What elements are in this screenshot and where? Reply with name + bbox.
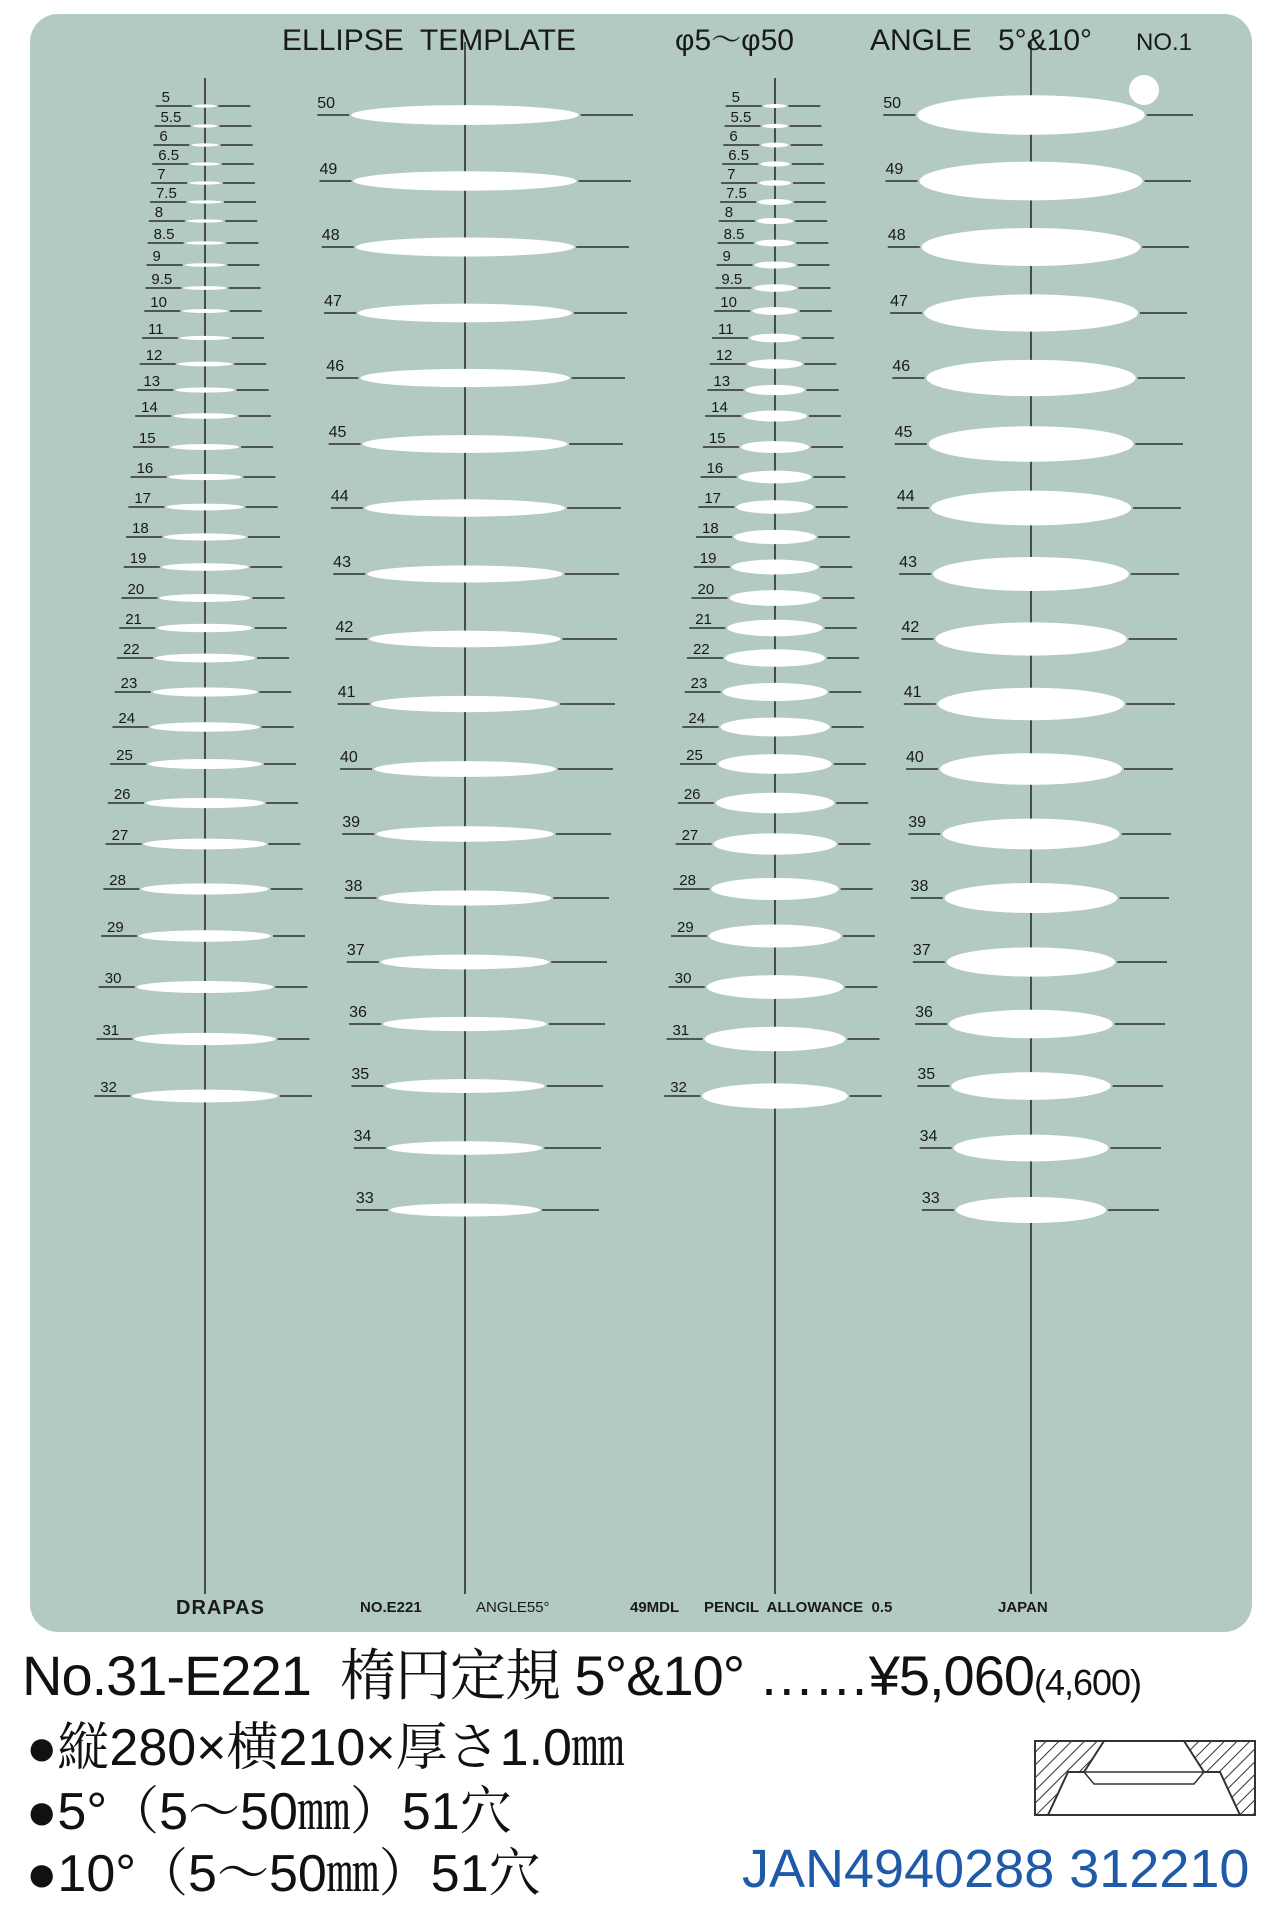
ellipse-hole-10deg-10 [752,307,798,315]
ellipse-hole-5deg-9 [185,263,226,267]
size-label-10deg-14: 14 [711,399,728,416]
size-label-5deg-34: 34 [353,1128,372,1145]
ellipse-hole-5deg-34 [388,1141,543,1154]
template-angles: 5°&10° [998,24,1093,57]
ellipse-hole-5deg-44 [365,499,565,516]
ellipse-hole-10deg-12 [748,359,803,368]
size-label-5deg-29: 29 [107,919,124,936]
size-label-10deg-28: 28 [679,872,696,889]
ellipse-hole-5deg-49 [354,171,577,190]
ellipse-hole-10deg-26 [716,793,834,814]
ellipse-hole-10deg-18 [734,530,816,544]
size-label-5deg-49: 49 [319,161,338,178]
size-label-5deg-14: 14 [141,399,158,416]
size-label-5deg-11: 11 [147,321,164,338]
ellipse-hole-5deg-30 [137,981,274,993]
size-label-5deg-20: 20 [127,581,145,598]
size-label-5deg-18: 18 [132,520,149,537]
ellipse-hole-10deg-7 [759,180,791,186]
size-label-5deg-8.5: 8.5 [153,226,175,243]
ellipse-hole-10deg-37 [947,947,1115,976]
size-label-10deg-11: 11 [717,321,734,338]
product-name: 楕円定規 5°&10° [340,1644,745,1707]
ellipse-hole-5deg-9.5 [183,286,226,290]
ellipse-hole-10deg-46 [926,360,1135,396]
ellipse-hole-5deg-27 [144,839,267,850]
size-label-10deg-13: 13 [713,373,731,390]
size-label-5deg-41: 41 [337,684,356,701]
size-label-5deg-12: 12 [145,347,163,364]
ellipse-hole-5deg-7 [189,181,221,184]
cross-section-icon [1034,1740,1256,1816]
ellipse-hole-5deg-18 [164,533,246,540]
template-angle-label: ANGLE [870,24,972,57]
size-label-10deg-9: 9 [722,248,731,265]
size-label-10deg-29: 29 [677,919,694,936]
ellipse-hole-5deg-48 [356,237,574,256]
ellipse-hole-5deg-31 [134,1033,275,1045]
ellipse-hole-10deg-5.5 [762,124,787,128]
ellipse-hole-10deg-32 [702,1083,848,1108]
size-label-10deg-6: 6 [729,128,738,145]
size-label-5deg-35: 35 [351,1066,370,1083]
ellipse-hole-5deg-17 [166,504,243,511]
ellipse-hole-5deg-19 [162,563,248,571]
size-label-5deg-19: 19 [129,550,147,567]
ellipse-hole-5deg-5.5 [192,124,217,127]
spec-10deg: ●10°（5～50㎜）51穴 [26,1845,541,1903]
jan-code: JAN4940288 312210 [742,1839,1250,1899]
footer-pencil: PENCIL ALLOWANCE 0.5 [704,1599,893,1616]
size-label-10deg-6.5: 6.5 [728,147,750,164]
size-label-5deg-43: 43 [333,554,351,571]
size-label-5deg-9.5: 9.5 [151,271,173,288]
product-line [22,1644,1142,1707]
ellipse-hole-5deg-29 [139,930,271,942]
ellipse-hole-5deg-46 [360,369,569,387]
ellipse-hole-10deg-33 [956,1197,1106,1223]
size-label-10deg-15: 15 [708,430,726,447]
size-label-5deg-36: 36 [349,1004,367,1021]
ellipse-hole-10deg-19 [732,559,818,574]
spec-size: ●縦280×横210×厚さ1.0㎜ [26,1719,624,1777]
ellipse-hole-5deg-26 [146,798,264,808]
size-label-10deg-30: 30 [674,970,692,987]
size-label-5deg-44: 44 [330,488,349,505]
size-label-5deg-15: 15 [138,430,156,447]
ellipse-hole-10deg-8 [757,218,793,224]
ellipse-hole-5deg-33 [390,1203,540,1216]
ellipse-hole-5deg-43 [367,565,563,582]
size-label-10deg-7: 7 [727,166,736,183]
size-label-10deg-16: 16 [706,460,724,477]
ellipse-hole-10deg-40 [940,753,1122,785]
ellipse-hole-5deg-32 [132,1090,278,1103]
size-label-10deg-41: 41 [903,684,922,701]
ellipse-hole-5deg-23 [153,687,258,696]
ellipse-hole-10deg-39 [942,819,1119,850]
size-label-10deg-8: 8 [724,204,734,221]
size-label-10deg-43: 43 [899,554,917,571]
size-label-5deg-25: 25 [116,747,133,764]
size-label-10deg-25: 25 [686,747,703,764]
ellipse-hole-5deg-6 [191,143,218,146]
ellipse-hole-10deg-29 [709,925,841,948]
size-label-5deg-33: 33 [355,1190,374,1207]
ellipse-hole-5deg-28 [141,883,268,894]
ellipse-hole-5deg-20 [160,594,251,602]
ellipse-hole-10deg-6.5 [760,161,790,166]
ellipse-hole-10deg-15 [741,441,809,453]
ellipse-hole-5deg-47 [358,304,572,323]
size-label-10deg-47: 47 [890,293,908,310]
ellipse-hole-10deg-13 [745,385,804,395]
ellipse-hole-5deg-40 [374,761,556,777]
ellipse-hole-10deg-44 [931,491,1131,526]
ellipse-hole-10deg-24 [720,718,829,737]
ellipse-hole-5deg-21 [157,624,253,632]
size-label-10deg-22: 22 [692,641,710,658]
size-label-5deg-28: 28 [109,872,126,889]
size-label-10deg-24: 24 [688,710,706,727]
footer-angle-note: ANGLE55° [476,1599,550,1616]
ellipse-hole-10deg-38 [945,883,1118,913]
ellipse-hole-10deg-27 [714,833,837,854]
ellipse-hole-10deg-30 [707,975,844,999]
size-label-5deg-10: 10 [150,294,167,311]
size-label-5deg-37: 37 [346,942,365,959]
ellipse-hole-5deg-24 [150,722,259,732]
ellipse-hole-10deg-25 [718,754,832,774]
size-label-5deg-23: 23 [120,675,138,692]
size-label-5deg-17: 17 [134,490,152,507]
size-label-5deg-45: 45 [328,424,347,441]
ellipse-hole-10deg-9 [755,261,796,268]
ellipse-hole-5deg-45 [363,435,568,453]
ellipse-hole-10deg-9.5 [753,284,796,292]
ellipse-hole-10deg-31 [704,1027,845,1051]
footer-model: NO.E221 [360,1599,422,1616]
size-label-10deg-36: 36 [915,1004,933,1021]
ellipse-hole-5deg-16 [169,474,242,480]
ellipse-hole-10deg-16 [739,471,812,484]
ellipse-hole-10deg-48 [922,228,1140,266]
ellipse-hole-10deg-21 [727,620,823,637]
ellipse-hole-5deg-12 [178,362,233,367]
size-label-10deg-35: 35 [917,1066,936,1083]
size-label-10deg-50: 50 [883,95,902,112]
size-label-10deg-7.5: 7.5 [725,185,747,202]
ellipse-hole-10deg-17 [736,500,813,513]
ellipse-hole-10deg-28 [711,878,838,900]
ellipse-hole-5deg-14 [173,413,237,419]
size-label-10deg-23: 23 [690,675,708,692]
size-label-10deg-26: 26 [683,786,701,803]
ellipse-hole-10deg-6 [761,143,788,148]
ellipse-hole-5deg-50 [351,105,579,125]
size-label-5deg-42: 42 [335,619,354,636]
ellipse-hole-5deg-41 [372,696,559,712]
size-label-10deg-18: 18 [702,520,719,537]
footer-mdl: 49MDL [630,1599,680,1616]
ellipse-hole-10deg-42 [935,622,1126,655]
size-label-10deg-21: 21 [695,611,712,628]
size-label-10deg-42: 42 [901,619,920,636]
ellipse-hole-5deg-10 [182,309,228,313]
ellipse-hole-10deg-20 [730,590,821,606]
size-label-5deg-24: 24 [118,710,136,727]
ellipse-hole-10deg-7.5 [758,199,792,205]
size-label-10deg-9.5: 9.5 [721,271,743,288]
size-label-10deg-31: 31 [672,1022,690,1039]
size-label-10deg-19: 19 [699,550,717,567]
hanging-hole [1129,75,1159,105]
ellipse-hole-10deg-43 [933,557,1129,591]
size-label-10deg-40: 40 [906,749,924,766]
ellipse-hole-5deg-39 [376,826,553,841]
size-label-10deg-5.5: 5.5 [730,109,752,126]
size-label-10deg-27: 27 [681,827,699,844]
size-label-10deg-37: 37 [912,942,931,959]
size-label-5deg-38: 38 [344,878,363,895]
size-label-10deg-8.5: 8.5 [723,226,745,243]
size-label-5deg-46: 46 [326,358,345,375]
size-label-10deg-10: 10 [720,294,737,311]
size-label-10deg-45: 45 [894,424,913,441]
size-label-5deg-9: 9 [152,248,161,265]
product-code: No.31-E221 [22,1644,311,1707]
ellipse-hole-5deg-38 [379,890,552,905]
ellipse-hole-5deg-36 [383,1017,547,1031]
size-label-5deg-39: 39 [342,814,361,831]
size-label-10deg-34: 34 [919,1128,938,1145]
size-label-5deg-40: 40 [340,749,358,766]
size-label-5deg-31: 31 [102,1022,120,1039]
ellipse-hole-10deg-49 [920,162,1143,201]
size-label-10deg-48: 48 [887,227,906,244]
ellipse-hole-5deg-15 [171,444,239,450]
product-price-ex-tax: (4,600) [1033,1662,1142,1703]
size-label-5deg-21: 21 [125,611,142,628]
size-label-10deg-5: 5 [731,89,740,106]
size-label-5deg-7: 7 [157,166,166,183]
size-label-5deg-48: 48 [321,227,340,244]
ellipse-hole-5deg-6.5 [190,162,220,165]
ellipse-hole-10deg-47 [924,294,1138,331]
ellipse-hole-10deg-35 [951,1072,1110,1100]
size-label-5deg-26: 26 [113,786,131,803]
ellipse-hole-5deg-22 [155,654,255,663]
size-label-10deg-44: 44 [896,488,915,505]
product-price: ¥5,060 [868,1644,1034,1707]
ellipse-hole-10deg-8.5 [756,240,795,247]
ellipse-hole-5deg-35 [385,1079,544,1093]
size-label-5deg-50: 50 [317,95,336,112]
ellipse-hole-10deg-50 [917,95,1145,135]
size-label-5deg-13: 13 [143,373,161,390]
size-label-5deg-5: 5 [161,89,170,106]
ellipse-hole-5deg-13 [175,387,234,392]
size-label-10deg-49: 49 [885,161,904,178]
ellipse-hole-5deg-8.5 [186,241,225,244]
price-dots: …… [758,1644,869,1707]
spec-5deg: ●5°（5～50㎜）51穴 [26,1783,512,1841]
ellipse-hole-10deg-34 [954,1135,1109,1162]
footer-brand: DRAPAS [176,1597,265,1619]
size-label-10deg-33: 33 [921,1190,940,1207]
ellipse-hole-5deg-7.5 [188,200,222,203]
ellipse-template-plate [30,14,1252,1632]
ellipse-hole-10deg-23 [723,683,828,701]
template-title: ELLIPSE TEMPLATE [282,24,577,57]
size-label-10deg-38: 38 [910,878,929,895]
ellipse-hole-10deg-14 [743,410,807,421]
ellipse-hole-10deg-11 [750,334,800,343]
ellipse-template-drawing [30,14,1252,1632]
size-label-5deg-5.5: 5.5 [160,109,182,126]
size-label-5deg-16: 16 [136,460,154,477]
size-label-10deg-17: 17 [704,490,722,507]
ellipse-hole-5deg-8 [187,219,223,222]
ellipse-hole-5deg-42 [369,631,560,648]
size-label-5deg-22: 22 [122,641,140,658]
size-label-5deg-6.5: 6.5 [158,147,180,164]
ellipse-hole-10deg-5 [764,104,787,108]
ellipse-hole-5deg-5 [194,104,217,107]
size-label-5deg-6: 6 [159,128,168,145]
size-label-5deg-7.5: 7.5 [155,185,177,202]
ellipse-hole-10deg-41 [938,688,1125,720]
ellipse-hole-5deg-37 [381,955,549,970]
ellipse-hole-10deg-45 [929,426,1134,462]
ellipse-hole-10deg-22 [725,649,825,666]
template-range: φ5～φ50 [675,24,794,57]
size-label-10deg-46: 46 [892,358,911,375]
size-label-5deg-8: 8 [154,204,164,221]
size-label-10deg-12: 12 [715,347,733,364]
size-label-5deg-32: 32 [100,1079,117,1096]
ellipse-hole-10deg-36 [949,1010,1113,1038]
ellipse-hole-5deg-11 [180,336,230,340]
size-label-5deg-30: 30 [104,970,122,987]
template-number: NO.1 [1136,29,1193,56]
footer-origin: JAPAN [998,1599,1048,1616]
size-label-10deg-20: 20 [697,581,715,598]
size-label-5deg-47: 47 [324,293,342,310]
ellipse-hole-5deg-25 [148,759,262,769]
size-label-10deg-39: 39 [908,814,927,831]
size-label-10deg-32: 32 [670,1079,687,1096]
size-label-5deg-27: 27 [111,827,129,844]
